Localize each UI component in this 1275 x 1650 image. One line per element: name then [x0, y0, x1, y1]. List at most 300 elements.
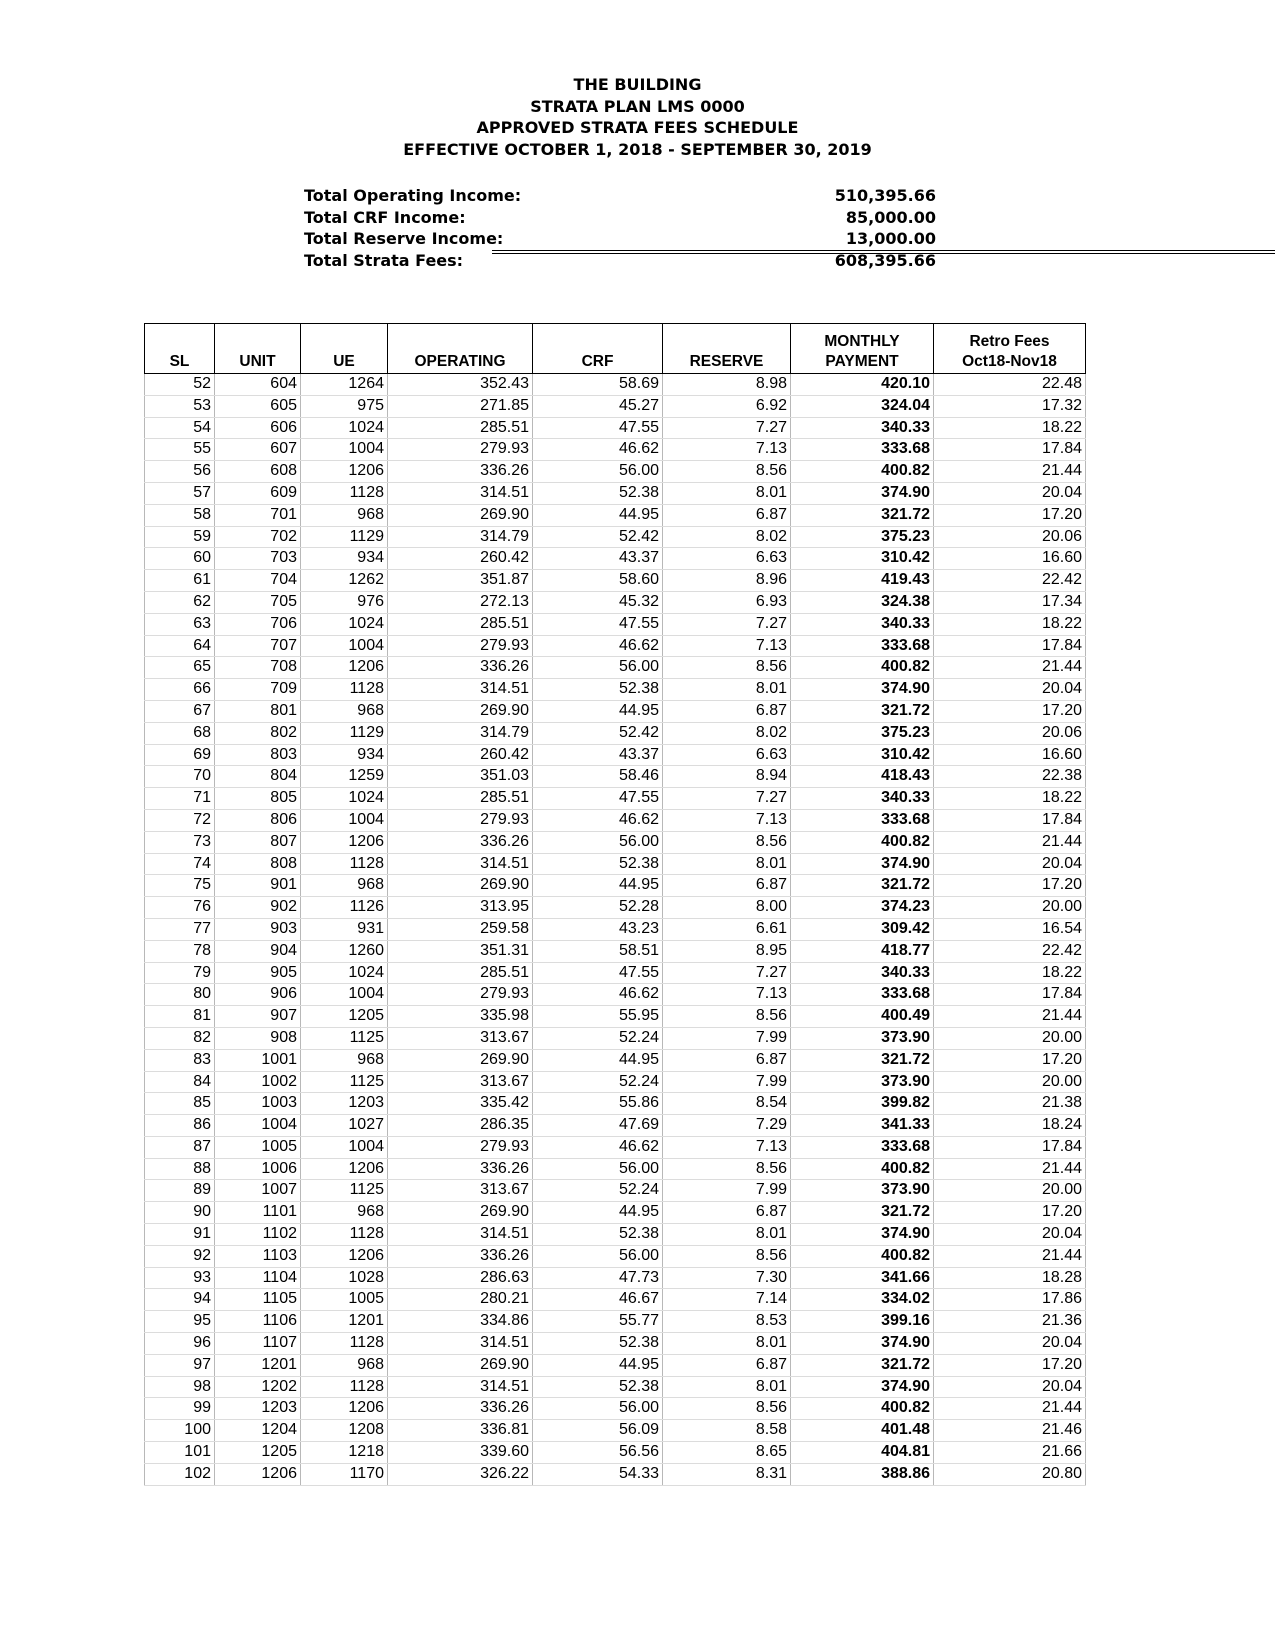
retro-fees-cell: 20.00 [934, 1180, 1086, 1202]
monthly-payment-cell: 400.82 [791, 657, 934, 679]
monthly-payment-cell: 321.72 [791, 875, 934, 897]
reserve-cell: 6.93 [663, 591, 791, 613]
building-name: THE BUILDING [573, 75, 702, 94]
unit-cell: 807 [215, 831, 301, 853]
unit-cell: 1203 [215, 1398, 301, 1420]
unit-cell: 1105 [215, 1289, 301, 1311]
crf-cell: 52.28 [533, 897, 663, 919]
summary-value: 510,395.66 [834, 186, 936, 205]
operating-cell: 314.51 [388, 853, 533, 875]
operating-cell: 314.51 [388, 679, 533, 701]
table-row [145, 1420, 1086, 1442]
table-row [145, 1027, 1086, 1049]
monthly-payment-cell: 333.68 [791, 809, 934, 831]
reserve-cell: 8.96 [663, 570, 791, 592]
retro-fees-cell: 18.22 [934, 417, 1086, 439]
monthly-payment-cell: 374.90 [791, 853, 934, 875]
unit-cell: 905 [215, 962, 301, 984]
effective-dates: EFFECTIVE OCTOBER 1, 2018 - SEPTEMBER 30, 2019 [403, 139, 872, 159]
operating-cell: 314.51 [388, 482, 533, 504]
retro-fees-cell: 16.60 [934, 548, 1086, 570]
sl-cell: 86 [145, 1115, 215, 1137]
monthly-payment-cell: 324.04 [791, 395, 934, 417]
monthly-payment-cell: 374.90 [791, 1224, 934, 1246]
ue-cell: 1004 [301, 809, 388, 831]
monthly-payment-cell: 400.82 [791, 831, 934, 853]
reserve-cell: 8.01 [663, 1333, 791, 1355]
retro-fees-cell: 17.86 [934, 1289, 1086, 1311]
operating-cell: 313.67 [388, 1071, 533, 1093]
monthly-payment-cell: 321.72 [791, 1354, 934, 1376]
ue-cell: 931 [301, 918, 388, 940]
sl-cell: 89 [145, 1180, 215, 1202]
operating-cell: 269.90 [388, 1202, 533, 1224]
sl-cell: 87 [145, 1136, 215, 1158]
operating-cell: 286.63 [388, 1267, 533, 1289]
unit-cell: 607 [215, 439, 301, 461]
col-header-monthly-line2: PAYMENT [825, 353, 899, 370]
monthly-payment-cell: 375.23 [791, 526, 934, 548]
monthly-payment-cell: 321.72 [791, 504, 934, 526]
col-header-sl: SL [145, 324, 215, 374]
crf-cell: 44.95 [533, 1354, 663, 1376]
monthly-payment-cell: 334.02 [791, 1289, 934, 1311]
monthly-payment-cell: 374.90 [791, 679, 934, 701]
monthly-payment-cell: 333.68 [791, 1136, 934, 1158]
unit-cell: 901 [215, 875, 301, 897]
table-row [145, 417, 1086, 439]
unit-cell: 908 [215, 1027, 301, 1049]
retro-fees-cell: 18.24 [934, 1115, 1086, 1137]
table-row [145, 1093, 1086, 1115]
ue-cell: 1024 [301, 962, 388, 984]
reserve-cell: 8.01 [663, 1224, 791, 1246]
reserve-cell: 8.01 [663, 853, 791, 875]
retro-fees-cell: 21.66 [934, 1442, 1086, 1464]
operating-cell: 314.51 [388, 1224, 533, 1246]
monthly-payment-cell: 399.82 [791, 1093, 934, 1115]
table-row [145, 374, 1086, 396]
retro-fees-cell: 17.20 [934, 1049, 1086, 1071]
ue-cell: 1028 [301, 1267, 388, 1289]
monthly-payment-cell: 373.90 [791, 1180, 934, 1202]
crf-cell: 58.69 [533, 374, 663, 396]
retro-fees-cell: 18.22 [934, 962, 1086, 984]
ue-cell: 1206 [301, 657, 388, 679]
table-row [145, 1333, 1086, 1355]
retro-fees-cell: 17.20 [934, 1354, 1086, 1376]
operating-cell: 326.22 [388, 1463, 533, 1485]
unit-cell: 802 [215, 722, 301, 744]
col-header-unit: UNIT [215, 324, 301, 374]
monthly-payment-cell: 400.82 [791, 1398, 934, 1420]
sl-cell: 76 [145, 897, 215, 919]
retro-fees-cell: 20.80 [934, 1463, 1086, 1485]
operating-cell: 280.21 [388, 1289, 533, 1311]
operating-cell: 272.13 [388, 591, 533, 613]
operating-cell: 339.60 [388, 1442, 533, 1464]
crf-cell: 46.67 [533, 1289, 663, 1311]
crf-cell: 56.00 [533, 1158, 663, 1180]
retro-fees-cell: 17.84 [934, 809, 1086, 831]
unit-cell: 906 [215, 984, 301, 1006]
reserve-cell: 8.58 [663, 1420, 791, 1442]
sl-cell: 85 [145, 1093, 215, 1115]
reserve-cell: 8.31 [663, 1463, 791, 1485]
reserve-cell: 8.94 [663, 766, 791, 788]
operating-cell: 336.26 [388, 831, 533, 853]
retro-fees-cell: 17.20 [934, 504, 1086, 526]
operating-cell: 336.26 [388, 1398, 533, 1420]
monthly-payment-cell: 420.10 [791, 374, 934, 396]
retro-fees-cell: 21.44 [934, 461, 1086, 483]
table-row [145, 1289, 1086, 1311]
reserve-cell: 6.61 [663, 918, 791, 940]
table-row [145, 439, 1086, 461]
retro-fees-cell: 21.44 [934, 1006, 1086, 1028]
retro-fees-cell: 22.38 [934, 766, 1086, 788]
reserve-cell: 7.27 [663, 417, 791, 439]
monthly-payment-cell: 400.82 [791, 1245, 934, 1267]
col-header-retro-fees [934, 324, 1086, 374]
ue-cell: 1129 [301, 526, 388, 548]
operating-cell: 313.95 [388, 897, 533, 919]
unit-cell: 707 [215, 635, 301, 657]
ue-cell: 1205 [301, 1006, 388, 1028]
operating-cell: 335.42 [388, 1093, 533, 1115]
crf-cell: 55.95 [533, 1006, 663, 1028]
operating-cell: 336.81 [388, 1420, 533, 1442]
crf-cell: 52.38 [533, 1376, 663, 1398]
ue-cell: 1201 [301, 1311, 388, 1333]
monthly-payment-cell: 400.82 [791, 461, 934, 483]
ue-cell: 968 [301, 1354, 388, 1376]
retro-fees-cell: 21.44 [934, 1245, 1086, 1267]
reserve-cell: 6.92 [663, 395, 791, 417]
document-title [0, 74, 1275, 160]
operating-cell: 279.93 [388, 1136, 533, 1158]
ue-cell: 1203 [301, 1093, 388, 1115]
operating-cell: 351.03 [388, 766, 533, 788]
crf-cell: 56.00 [533, 831, 663, 853]
operating-cell: 279.93 [388, 809, 533, 831]
operating-cell: 269.90 [388, 504, 533, 526]
summary-value: 85,000.00 [845, 207, 936, 227]
table-row [145, 657, 1086, 679]
operating-cell: 313.67 [388, 1180, 533, 1202]
reserve-cell: 6.87 [663, 1354, 791, 1376]
unit-cell: 606 [215, 417, 301, 439]
unit-cell: 1006 [215, 1158, 301, 1180]
retro-fees-cell: 17.20 [934, 1202, 1086, 1224]
sl-cell: 60 [145, 548, 215, 570]
monthly-payment-cell: 373.90 [791, 1071, 934, 1093]
sl-cell: 88 [145, 1158, 215, 1180]
table-row [145, 831, 1086, 853]
reserve-cell: 7.13 [663, 635, 791, 657]
ue-cell: 1125 [301, 1071, 388, 1093]
table-row [145, 1311, 1086, 1333]
sl-cell: 92 [145, 1245, 215, 1267]
retro-fees-cell: 16.54 [934, 918, 1086, 940]
table-row [145, 1442, 1086, 1464]
monthly-payment-cell: 340.33 [791, 788, 934, 810]
crf-cell: 52.38 [533, 482, 663, 504]
unit-cell: 1003 [215, 1093, 301, 1115]
unit-cell: 1103 [215, 1245, 301, 1267]
reserve-cell: 6.87 [663, 700, 791, 722]
monthly-payment-cell: 310.42 [791, 548, 934, 570]
unit-cell: 801 [215, 700, 301, 722]
ue-cell: 1004 [301, 635, 388, 657]
unit-cell: 1201 [215, 1354, 301, 1376]
table-row [145, 613, 1086, 635]
ue-cell: 1128 [301, 853, 388, 875]
crf-cell: 56.56 [533, 1442, 663, 1464]
sl-cell: 83 [145, 1049, 215, 1071]
reserve-cell: 7.13 [663, 1136, 791, 1158]
reserve-cell: 6.87 [663, 1202, 791, 1224]
summary-value: 608,395.66 [834, 250, 936, 270]
monthly-payment-cell: 374.23 [791, 897, 934, 919]
ue-cell: 934 [301, 548, 388, 570]
retro-fees-cell: 20.04 [934, 679, 1086, 701]
sl-cell: 69 [145, 744, 215, 766]
retro-fees-cell: 17.34 [934, 591, 1086, 613]
operating-cell: 336.26 [388, 657, 533, 679]
monthly-payment-cell: 340.33 [791, 962, 934, 984]
monthly-payment-cell: 400.49 [791, 1006, 934, 1028]
monthly-payment-cell: 399.16 [791, 1311, 934, 1333]
unit-cell: 806 [215, 809, 301, 831]
operating-cell: 336.26 [388, 1158, 533, 1180]
monthly-payment-cell: 400.82 [791, 1158, 934, 1180]
unit-cell: 709 [215, 679, 301, 701]
reserve-cell: 7.27 [663, 613, 791, 635]
sl-cell: 68 [145, 722, 215, 744]
table-row [145, 1376, 1086, 1398]
crf-cell: 47.55 [533, 613, 663, 635]
unit-cell: 1007 [215, 1180, 301, 1202]
summary-row-crf [304, 207, 936, 229]
crf-cell: 52.24 [533, 1180, 663, 1202]
table-row [145, 1071, 1086, 1093]
crf-cell: 52.38 [533, 679, 663, 701]
monthly-payment-cell: 388.86 [791, 1463, 934, 1485]
crf-cell: 52.38 [533, 1224, 663, 1246]
operating-cell: 279.93 [388, 439, 533, 461]
monthly-payment-cell: 418.43 [791, 766, 934, 788]
ue-cell: 1128 [301, 1224, 388, 1246]
retro-fees-cell: 20.00 [934, 1027, 1086, 1049]
crf-cell: 45.27 [533, 395, 663, 417]
ue-cell: 1024 [301, 613, 388, 635]
table-row [145, 1463, 1086, 1485]
ue-cell: 968 [301, 875, 388, 897]
unit-cell: 608 [215, 461, 301, 483]
crf-cell: 52.42 [533, 722, 663, 744]
retro-fees-cell: 20.06 [934, 526, 1086, 548]
sl-cell: 97 [145, 1354, 215, 1376]
table-row [145, 461, 1086, 483]
reserve-cell: 8.95 [663, 940, 791, 962]
ue-cell: 1004 [301, 439, 388, 461]
sl-cell: 64 [145, 635, 215, 657]
monthly-payment-cell: 340.33 [791, 613, 934, 635]
unit-cell: 1101 [215, 1202, 301, 1224]
table-row [145, 788, 1086, 810]
crf-cell: 55.86 [533, 1093, 663, 1115]
table-row [145, 1224, 1086, 1246]
sl-cell: 102 [145, 1463, 215, 1485]
col-header-retro-line1: Retro Fees [969, 333, 1050, 350]
income-summary [304, 185, 936, 271]
unit-cell: 902 [215, 897, 301, 919]
table-row [145, 1354, 1086, 1376]
crf-cell: 43.37 [533, 744, 663, 766]
strata-plan: STRATA PLAN LMS 0000 [530, 96, 745, 116]
crf-cell: 52.38 [533, 853, 663, 875]
operating-cell: 260.42 [388, 548, 533, 570]
table-row [145, 1245, 1086, 1267]
ue-cell: 1218 [301, 1442, 388, 1464]
ue-cell: 1125 [301, 1027, 388, 1049]
reserve-cell: 7.13 [663, 809, 791, 831]
unit-cell: 1106 [215, 1311, 301, 1333]
reserve-cell: 8.56 [663, 657, 791, 679]
operating-cell: 336.26 [388, 1245, 533, 1267]
crf-cell: 52.42 [533, 526, 663, 548]
table-row [145, 918, 1086, 940]
ue-cell: 1024 [301, 417, 388, 439]
unit-cell: 706 [215, 613, 301, 635]
sl-cell: 98 [145, 1376, 215, 1398]
sl-cell: 63 [145, 613, 215, 635]
retro-fees-cell: 20.04 [934, 1333, 1086, 1355]
table-row [145, 395, 1086, 417]
table-row [145, 1267, 1086, 1289]
reserve-cell: 7.99 [663, 1071, 791, 1093]
reserve-cell: 6.87 [663, 875, 791, 897]
table-row [145, 853, 1086, 875]
table-header-row [145, 324, 1086, 374]
monthly-payment-cell: 375.23 [791, 722, 934, 744]
monthly-payment-cell: 374.90 [791, 482, 934, 504]
crf-cell: 58.51 [533, 940, 663, 962]
crf-cell: 46.62 [533, 635, 663, 657]
retro-fees-cell: 21.44 [934, 657, 1086, 679]
crf-cell: 52.38 [533, 1333, 663, 1355]
ue-cell: 975 [301, 395, 388, 417]
unit-cell: 803 [215, 744, 301, 766]
table-row [145, 940, 1086, 962]
table-row [145, 984, 1086, 1006]
operating-cell: 279.93 [388, 984, 533, 1006]
monthly-payment-cell: 309.42 [791, 918, 934, 940]
operating-cell: 336.26 [388, 461, 533, 483]
table-row [145, 548, 1086, 570]
retro-fees-cell: 20.00 [934, 1071, 1086, 1093]
operating-cell: 269.90 [388, 1049, 533, 1071]
reserve-cell: 8.56 [663, 461, 791, 483]
reserve-cell: 6.63 [663, 744, 791, 766]
ue-cell: 1262 [301, 570, 388, 592]
sl-cell: 93 [145, 1267, 215, 1289]
table-row [145, 526, 1086, 548]
schedule-title: APPROVED STRATA FEES SCHEDULE [476, 118, 799, 137]
retro-fees-cell: 20.00 [934, 897, 1086, 919]
crf-cell: 52.24 [533, 1071, 663, 1093]
crf-cell: 56.00 [533, 1398, 663, 1420]
crf-cell: 54.33 [533, 1463, 663, 1485]
retro-fees-cell: 17.84 [934, 635, 1086, 657]
retro-fees-cell: 18.22 [934, 613, 1086, 635]
unit-cell: 1102 [215, 1224, 301, 1246]
sl-cell: 80 [145, 984, 215, 1006]
ue-cell: 1125 [301, 1180, 388, 1202]
col-header-monthly-line1: MONTHLY [824, 333, 900, 350]
ue-cell: 1208 [301, 1420, 388, 1442]
ue-cell: 1128 [301, 679, 388, 701]
sl-cell: 62 [145, 591, 215, 613]
table-row [145, 1158, 1086, 1180]
operating-cell: 313.67 [388, 1027, 533, 1049]
sl-cell: 84 [145, 1071, 215, 1093]
crf-cell: 44.95 [533, 1049, 663, 1071]
sl-cell: 56 [145, 461, 215, 483]
monthly-payment-cell: 321.72 [791, 1049, 934, 1071]
reserve-cell: 8.98 [663, 374, 791, 396]
sl-cell: 57 [145, 482, 215, 504]
sl-cell: 74 [145, 853, 215, 875]
monthly-payment-cell: 419.43 [791, 570, 934, 592]
sl-cell: 91 [145, 1224, 215, 1246]
sl-cell: 53 [145, 395, 215, 417]
strata-fees-table [144, 323, 1086, 1486]
sl-cell: 55 [145, 439, 215, 461]
crf-cell: 44.95 [533, 875, 663, 897]
sl-cell: 58 [145, 504, 215, 526]
unit-cell: 1004 [215, 1115, 301, 1137]
crf-cell: 43.23 [533, 918, 663, 940]
unit-cell: 1205 [215, 1442, 301, 1464]
unit-cell: 609 [215, 482, 301, 504]
reserve-cell: 8.53 [663, 1311, 791, 1333]
ue-cell: 1170 [301, 1463, 388, 1485]
sl-cell: 61 [145, 570, 215, 592]
monthly-payment-cell: 401.48 [791, 1420, 934, 1442]
operating-cell: 285.51 [388, 613, 533, 635]
crf-cell: 47.55 [533, 417, 663, 439]
reserve-cell: 8.56 [663, 1158, 791, 1180]
monthly-payment-cell: 310.42 [791, 744, 934, 766]
ue-cell: 968 [301, 504, 388, 526]
reserve-cell: 8.02 [663, 722, 791, 744]
reserve-cell: 8.56 [663, 1245, 791, 1267]
table-row [145, 1202, 1086, 1224]
retro-fees-cell: 21.44 [934, 831, 1086, 853]
retro-fees-cell: 17.84 [934, 1136, 1086, 1158]
ue-cell: 1260 [301, 940, 388, 962]
crf-cell: 55.77 [533, 1311, 663, 1333]
ue-cell: 1005 [301, 1289, 388, 1311]
unit-cell: 1104 [215, 1267, 301, 1289]
crf-cell: 47.69 [533, 1115, 663, 1137]
table-row [145, 722, 1086, 744]
crf-cell: 58.46 [533, 766, 663, 788]
ue-cell: 1126 [301, 897, 388, 919]
reserve-cell: 7.14 [663, 1289, 791, 1311]
